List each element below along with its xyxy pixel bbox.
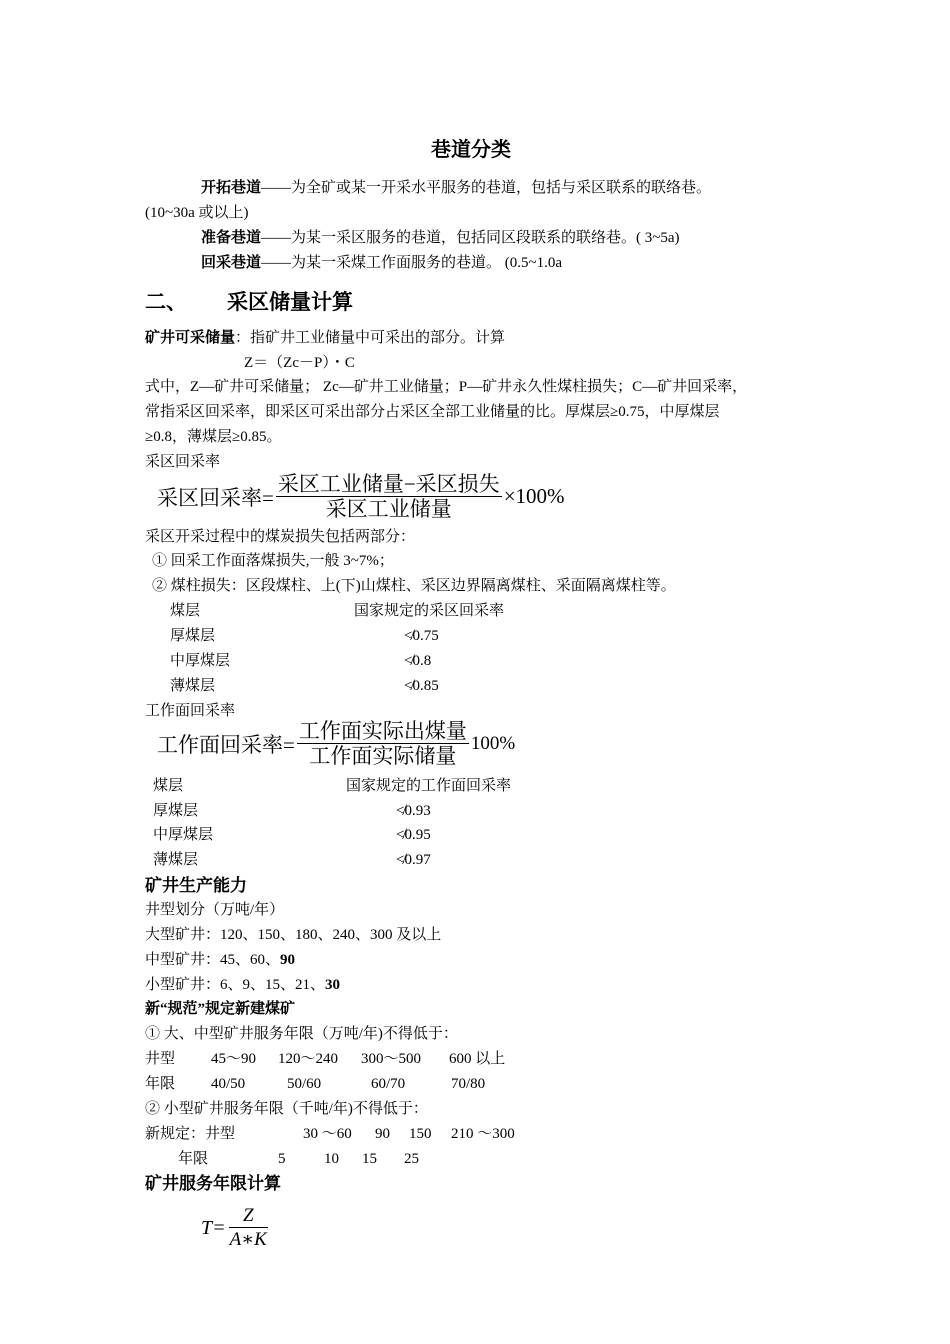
- table-row-rate: ≮0.8: [404, 653, 432, 669]
- norms-item-1: ① 大、中型矿井服务年限（万吨/年)不得低于：: [145, 1026, 458, 1042]
- loss-item-2: ② 煤柱损失：区段煤柱、上(下)山煤柱、采区边界隔离煤柱、采面隔离煤柱等。: [152, 578, 676, 594]
- mine-reserve-desc: ：指矿井工业储量中可采出的部分。计算: [235, 330, 506, 346]
- loss-item-1: ① 回采工作面落煤损失,一般 3~7%；: [152, 553, 394, 569]
- formula-multiplier: 100%: [470, 732, 516, 754]
- norms-row2-value: 40/50: [211, 1076, 246, 1092]
- loss-intro: 采区开采过程中的煤炭损失包括两部分：: [145, 529, 416, 545]
- capacity-small: [145, 975, 340, 995]
- mine-reserve-explain-3: ≥0.8，薄煤层≥0.85。: [145, 429, 282, 445]
- table-row-rate: ≮0.85: [404, 678, 439, 694]
- table-row-rate: ≮0.95: [396, 827, 431, 843]
- formula-numerator: Z: [229, 1205, 268, 1228]
- norms-item-2: ② 小型矿井服务年限（千吨/年)不得低于：: [145, 1101, 428, 1117]
- table-row-rate: ≮0.97: [396, 852, 431, 868]
- roadway-kaituo: [201, 178, 711, 198]
- formula-lhs: 采区回采率=: [157, 485, 274, 510]
- norms-row2-value: 50/60: [287, 1076, 322, 1092]
- page-title: 巷道分类: [431, 139, 511, 161]
- capacity-heading: 矿井生产能力: [145, 876, 247, 895]
- table-row-seam: 薄煤层: [170, 678, 216, 694]
- formula-denominator: 采区工业储量: [325, 497, 452, 521]
- norms-heading: 新“规范”规定新建煤矿: [145, 1001, 296, 1017]
- norms-row3-value: 150: [409, 1126, 432, 1142]
- kaituo-term: 开拓巷道: [201, 180, 262, 196]
- mine-reserve-explain-1: 式中，Z—矿井可采储量； Zc—矿井工业储量；P—矿井永久性煤柱损失；C—矿井回采率，: [145, 379, 748, 395]
- capacity-classify: 井型划分（万吨/年）: [145, 902, 285, 918]
- norms-row1-label: 井型: [145, 1051, 176, 1067]
- capacity-medium-text: 中型矿井：45、60、: [145, 952, 281, 968]
- formula-numerator: 工作面实际出煤量: [298, 719, 467, 743]
- capacity-medium-bold: 90: [280, 952, 296, 968]
- table-row-seam: 薄煤层: [153, 852, 199, 868]
- norms-row2-value: 70/80: [451, 1076, 486, 1092]
- norms-row1-value: 120～240: [278, 1051, 339, 1067]
- norms-row4-value: 25: [404, 1151, 419, 1167]
- norms-row1-value: 600 以上: [449, 1051, 506, 1067]
- face-recovery-formula: [157, 719, 515, 768]
- formula-fraction: [228, 1205, 269, 1252]
- kaituo-desc: ——为全矿或某一开采水平服务的巷道，包括与采区联系的联络巷。: [261, 180, 712, 196]
- formula-lhs: 工作面回采率=: [157, 732, 295, 757]
- mine-reserve-term: 矿井可采储量: [145, 330, 236, 346]
- capacity-small-text: 小型矿井：6、9、15、21、: [145, 977, 326, 993]
- norms-row3-value: 30 ～60: [303, 1126, 352, 1142]
- norms-row1-value: 45～90: [211, 1051, 257, 1067]
- mine-reserve-formula: Z＝（Zc－P）・C: [244, 355, 355, 371]
- norms-row4-value: 10: [324, 1151, 339, 1167]
- table-row-seam: 中厚煤层: [153, 827, 214, 843]
- capacity-small-bold: 30: [325, 977, 341, 993]
- norms-row4-value: 5: [278, 1151, 286, 1167]
- district-table-header-seam: 煤层: [170, 603, 201, 619]
- table-row-seam: 厚煤层: [153, 803, 199, 819]
- section2-heading: [145, 290, 353, 314]
- table-row-rate: ≮0.75: [404, 628, 439, 644]
- mine-reserve-explain-2: 常指采区回采率，即采区可采出部分占采区全部工业储量的比。厚煤层≥0.75，中厚煤层: [145, 404, 720, 420]
- zhunbei-desc: ——为某一采区服务的巷道，包括同区段联系的联络巷。( 3~5a): [261, 230, 680, 246]
- formula-lhs: T=: [201, 1217, 226, 1239]
- norms-row3-value: 90: [375, 1126, 390, 1142]
- formula-numerator: 采区工业储量−采区损失: [277, 472, 500, 496]
- norms-row4-value: 15: [362, 1151, 377, 1167]
- capacity-medium: [145, 950, 295, 970]
- district-table-header-rate: 国家规定的采区回采率: [354, 603, 505, 619]
- table-row-seam: 中厚煤层: [170, 653, 231, 669]
- formula-denominator: 工作面实际储量: [309, 744, 457, 768]
- capacity-large: 大型矿井：120、150、180、240、300 及以上: [145, 927, 442, 943]
- norms-row3-label: 新规定：井型: [145, 1126, 236, 1142]
- formula-denominator: A∗K: [229, 1229, 267, 1250]
- table-row-rate: ≮0.93: [396, 803, 431, 819]
- service-life-heading: 矿井服务年限计算: [145, 1174, 281, 1193]
- district-recovery-formula: [157, 472, 565, 521]
- district-recovery-label: 采区回采率: [145, 454, 221, 470]
- zhunbei-term: 准备巷道: [201, 230, 262, 246]
- roadway-zhunbei: [201, 228, 680, 248]
- norms-row1-value: 300～500: [361, 1051, 422, 1067]
- formula-fraction: [276, 472, 502, 521]
- huicai-term: 回采巷道: [201, 255, 262, 271]
- norms-row3-value: 210 ～300: [451, 1126, 515, 1142]
- face-table-header-rate: 国家规定的工作面回采率: [346, 778, 512, 794]
- formula-multiplier: ×100%: [503, 484, 565, 508]
- face-table-header-seam: 煤层: [153, 778, 184, 794]
- mine-reserve-def: [145, 328, 505, 348]
- norms-row2-value: 60/70: [371, 1076, 406, 1092]
- roadway-kaituo-cont: (10~30a 或以上): [145, 205, 249, 221]
- section2-num: 二、: [145, 290, 187, 314]
- table-row-seam: 厚煤层: [170, 628, 216, 644]
- service-life-formula: [201, 1205, 271, 1252]
- section2-title: 采区储量计算: [227, 290, 353, 314]
- norms-row2-label: 年限: [145, 1076, 176, 1092]
- norms-row4-label: 年限: [178, 1151, 209, 1167]
- huicai-desc: ——为某一采煤工作面服务的巷道。 (0.5~1.0a: [261, 255, 563, 271]
- roadway-huicai: [201, 253, 562, 273]
- face-recovery-label: 工作面回采率: [145, 703, 236, 719]
- formula-fraction: [297, 719, 469, 768]
